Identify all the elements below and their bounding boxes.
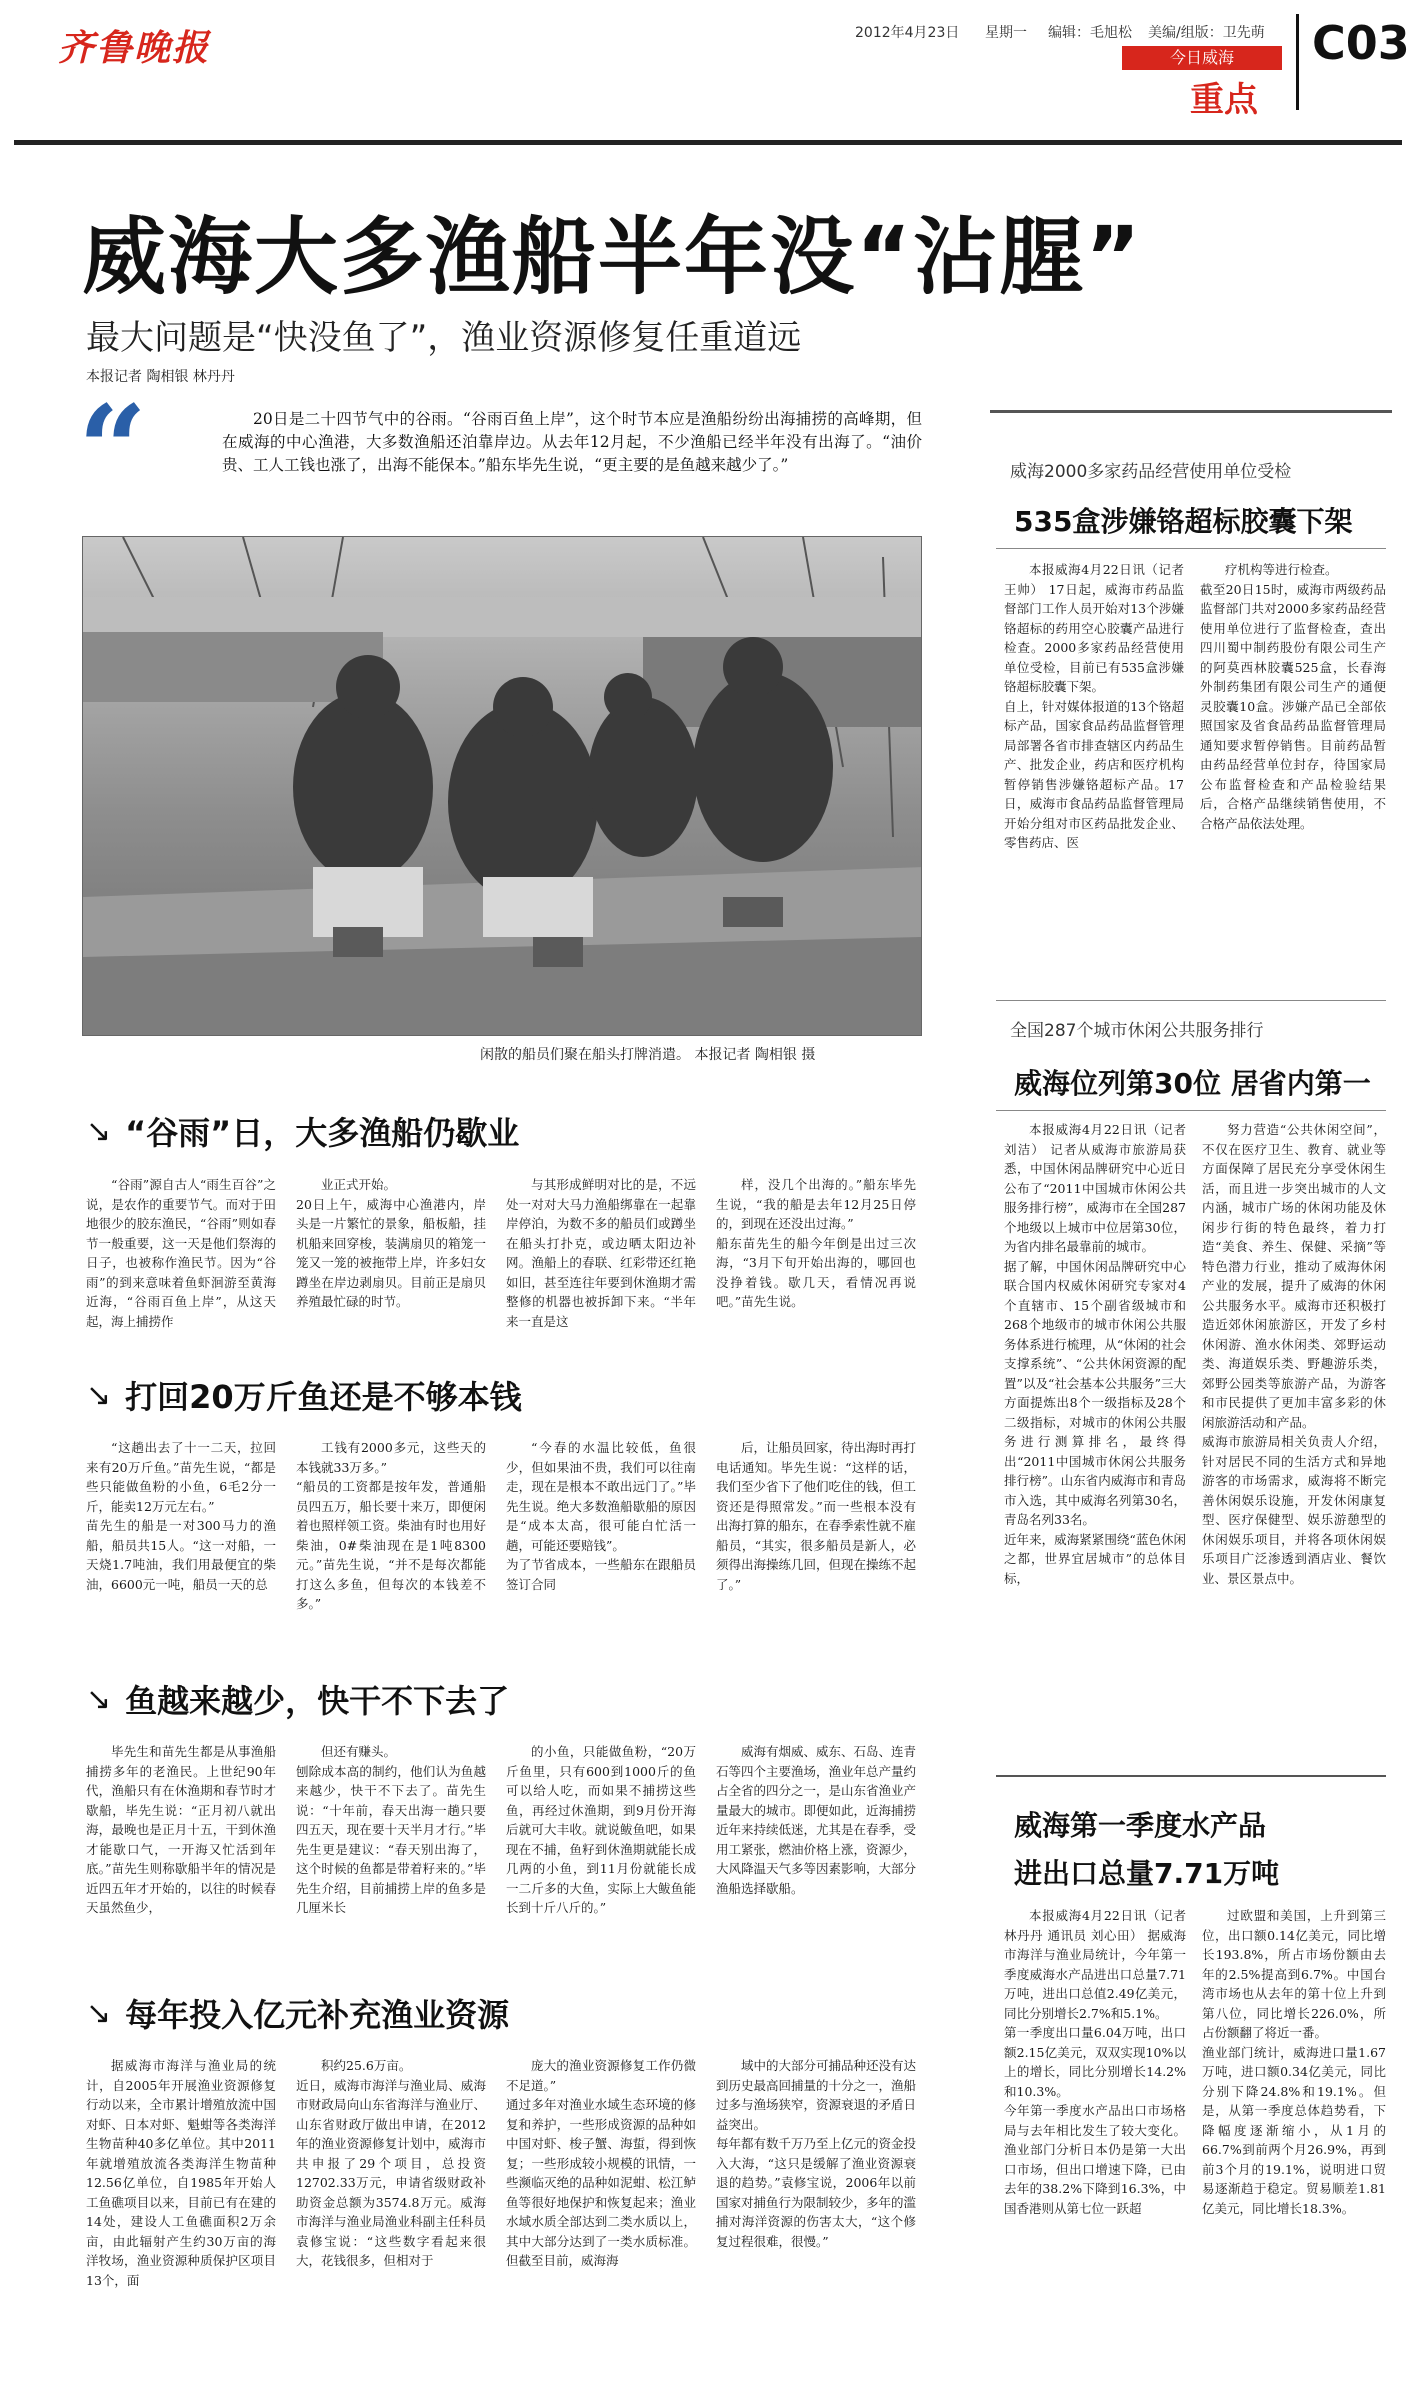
sidebar-3-title-line2: 进出口总量7.71万吨 <box>1014 1857 1280 1890</box>
main-subheadline: 最大问题是“快没鱼了”，渔业资源修复任重道远 <box>86 318 802 358</box>
section-4-col-4: 域中的大部分可捕品种还没有达到历史最高回捕量的十分之一，渔船过多与渔场狭窄，资源衰退的矛盾日益突出。 每年都有数千万乃至上亿元的资金投入大海，“这只是缓解了渔业资源衰退的趋势。”袁修宝说，2006年以前国家对捕鱼行为限制较少，多年的滥捕对海洋资源的伤害太大，“这个修复过程很难，很慢。” <box>716 2058 916 2249</box>
section-1-col-3: 与其形成鲜明对比的是，不远处一对对大马力渔船绑靠在一起靠岸停泊，为数不多的船员们或蹲坐在船头打扑克，或边晒太阳边补网。渔船上的春联、红彩带还红艳如旧，甚至连往年要到休渔期才需整修的机器也被拆卸下来。“半年来一直是这 <box>506 1177 696 1329</box>
quote-mark: “ <box>78 379 148 520</box>
section-arrow-icon: ↘ <box>86 1113 112 1149</box>
section-heading-3-text: 鱼越来越少，快干不下去了 <box>125 1682 510 1720</box>
sidebar-2-title: 威海位列第30位 居省内第一 <box>1014 1067 1371 1100</box>
sidebar-3-col-2: 过欧盟和美国，上升到第三位，出口额0.14亿美元，同比增长193.8%，所占市场份额由去年的2.5%提高到6.7%。中国台湾市场也从去年的第十位上升到第八位，同比增长226.0%，所占份额翻了将近一番。 渔业部门统计，威海进口量1.67万吨，进口额0.34亿美元，同比分别下降24.8%和19.1%。但是，从第一季度总体趋势看，下降幅度逐渐缩小，从1月的66.7%到前两个月26.9%，再到前3个月的19.1%，说明进口贸易逐渐趋于稳定。贸易顺差1.81亿美元，同比增长18.3%。 <box>1202 1908 1386 2216</box>
section-4-col-1: 据威海市海洋与渔业局的统计，自2005年开展渔业资源修复行动以来，全市累计增殖放流中国对虾、日本对虾、魁蚶等各类海洋生物苗种40多亿单位。其中2011年就增殖放流各类海洋生物苗种12.56亿单位，自1985年开始人工鱼礁项目以来，目前已有在建的14处，建设人工鱼礁面积2万余亩，由此辐射产生约30万亩的海洋牧场，渔业资源种质保护区项目13个，面 <box>86 2058 276 2288</box>
section-heading-4-text: 每年投入亿元补充渔业资源 <box>125 1996 510 2034</box>
page-number: C03 <box>1312 16 1410 70</box>
section-1-col-4: 样，没几个出海的。”船东毕先生说，“我的船是去年12月25日停的，到现在还没出过海。” 船东苗先生的船今年倒是出过三次海，“3月下旬开始出海的，哪回也没挣着钱。歇几天，看情况再说吧。”苗先生说。 <box>716 1177 916 1309</box>
byline: 本报记者 陶相银 林丹丹 <box>86 369 235 385</box>
section-arrow-icon: ↘ <box>86 1681 112 1717</box>
photo-caption: 闲散的船员们聚在船头打牌消遣。 本报记者 陶相银 摄 <box>480 1047 816 1063</box>
section-1-col-2: 业正式开始。 20日上午，威海中心渔港内，岸头是一片繁忙的景象，船板船，挂机船来回穿梭，装满扇贝的箱笼一笼又一笼的被拖带上岸，许多妇女蹲坐在岸边剥扇贝。目前正是扇贝养殖最忙碌的时节。 <box>296 1177 486 1309</box>
section-2-col-1: “这趟出去了十一二天，拉回来有20万斤鱼。”苗先生说，“都是些只能做鱼粉的小鱼，6毛2分一斤，能卖12万元左右。” 苗先生的船是一对300马力的渔船，船员共15人。“这一对船，一天烧1.7吨油，我们用最便宜的柴油，6600元一吨，船员一天的总 <box>86 1440 276 1592</box>
section-heading-1-text: “谷雨”日，大多渔船仍歇业 <box>125 1114 520 1152</box>
page-divider <box>1296 14 1299 110</box>
section-4-col-2: 积约25.6万亩。 近日，威海市海洋与渔业局、威海市财政局向山东省海洋与渔业厅、山东省财政厅做出申请，在2012年的渔业资源修复计划中，威海市共申报了29个项目，总投资12702.33万元，申请省级财政补助资金总额为3574.8万元。威海市海洋与渔业局渔业科副主任科员袁修宝说：“这些数字看起来很大，花钱很多，但相对于 <box>296 2058 486 2268</box>
sidebar-1-title: 535盒涉嫌铬超标胶囊下架 <box>1014 505 1353 538</box>
section-2-col-2: 工钱有2000多元，这些天的本钱就33万多。” “船员的工资都是按年发，普通船员四五万，船长要十来万，即便闲着也照样领工资。柴油有时也用好柴油，0#柴油现在是1吨8300元。”苗先生说，“并不是每次都能打这么多鱼，但每次的本钱差不多。” <box>296 1440 486 1611</box>
sidebar-2-label: 全国287个城市休闲公共服务排行 <box>1010 1021 1264 1041</box>
sidebar-divider-1 <box>996 1000 1386 1001</box>
sidebar-3-col-1: 本报威海4月22日讯（记者 林丹丹 通讯员 刘心田） 据威海市海洋与渔业局统计，今年第一季度威海水产品进出口总量7.71万吨，进出口总值2.49亿美元，同比分别增长2.7%和5.1%。 第一季度出口量6.04万吨，出口额2.15亿美元，双双实现10%以上的增长，同比分别增长14.2%和10.3%。 今年第一季度水产品出口市场格局与去年相比发生了较大变化。渔业部门分析日本仍是第一大出口市场，但出口增速下降，已由去年的38.2%下降到16.3%，中国香港则从第七位一跃超 <box>1004 1908 1186 2216</box>
section-2-col-4: 后，让船员回家，待出海时再打电话通知。毕先生说：“这样的话，我们至少省下了他们吃住的钱，但工资还是得照常发。”而一些根本没有出海打算的船东，在春季索性就不雇船员，“其实，很多船员是新人，必须得出海操练几回，但现在操练不起了。” <box>716 1440 916 1592</box>
section-arrow-icon: ↘ <box>86 1377 112 1413</box>
article-lead: 20日是二十四节气中的谷雨。“谷雨百鱼上岸”，这个时节本应是渔船纷纷出海捕捞的高峰期，但在威海的中心渔港，大多数渔船还泊靠岸边。从去年12月起，不少渔船已经半年没有出海了。“油价贵、工人工钱也涨了，出海不能保本。”船东毕先生说，“更主要的是鱼越来越少了。” <box>222 410 922 474</box>
sidebar-1-rule <box>996 548 1386 549</box>
top-rule <box>14 140 1402 145</box>
section-name: 重点 <box>1190 80 1258 120</box>
fishermen-photo-illustration <box>83 537 922 1036</box>
section-3-col-3: 的小鱼，只能做鱼粉，“20万斤鱼里，只有600到1000斤的鱼可以给人吃，而如果不捕捞这些鱼，再经过休渔期，到9月份开海后就可大丰收。就说鲅鱼吧，如果现在不捕，鱼籽到休渔期就能长成几两的小鱼，到11月份就能长成一二斤多的大鱼，实际上大鲅鱼能长到十斤八斤的。” <box>506 1744 696 1915</box>
main-headline: 威海大多渔船半年没“沾腥” <box>82 208 1143 306</box>
section-heading-3 <box>86 1676 509 1722</box>
section-heading-4 <box>86 1990 509 2036</box>
section-arrow-icon: ↘ <box>86 1995 112 2031</box>
section-3-col-4: 威海有烟威、威东、石岛、连青石等四个主要渔场，渔业年总产量约占全省的四分之一，是山东省渔业产量最大的城市。即便如此，近海捕捞近年来持续低迷，尤其是在春季，受用工紧张，燃油价格上涨，资源少，大风降温天气多等因素影响，大部分渔船选择歇船。 <box>716 1744 916 1896</box>
designer-credit: 美编/组版：卫先萌 <box>1148 25 1265 41</box>
issue-date: 2012年4月23日 <box>855 25 960 41</box>
section-4-col-3: 庞大的渔业资源修复工作仍微不足道。” 通过多年对渔业水域生态环境的修复和养护，一些形成资源的品种如中国对虾、梭子蟹、海蜇，得到恢复；一些形成较小规模的讯情，一些濒临灭绝的品种如泥蚶、松江鲈鱼等很好地保护和恢复起来；渔业水域水质全部达到二类水质以上，其中大部分达到了一类水质标准。但截至目前，威海海 <box>506 2058 696 2268</box>
section-heading-2-text: 打回20万斤鱼还是不够本钱 <box>125 1378 522 1416</box>
section-tag <box>1122 46 1282 70</box>
sidebar-1-label: 威海2000多家药品经营使用单位受检 <box>1010 462 1292 482</box>
section-heading-2 <box>86 1372 522 1418</box>
paper-logo: 齐鲁晚报 <box>58 27 211 69</box>
main-photo <box>82 536 922 1036</box>
section-1-col-1: “谷雨”源自古人“雨生百谷”之说，是农作的重要节气。而对于田地很少的胶东渔民，“谷雨”则如春节一般重要，这一天是他们祭海的日子，也被称作渔民节。因为“谷雨”的到来意味着鱼虾洄游至黄海近海，“谷雨百鱼上岸”，从这天起，海上捕捞作 <box>86 1177 276 1329</box>
section-tag-label: 今日威海 <box>1169 48 1234 67</box>
sidebar-divider-2 <box>996 1775 1386 1777</box>
section-3-col-2: 但还有赚头。 刨除成本高的制约，他们认为鱼越来越少，快干不下去了。苗先生说：“十年前，春天出海一趟只要四五天，现在要十天半月才行。”毕先生更是建议：“春天别出海了，这个时候的鱼都是带着籽来的。”毕先生介绍，目前捕捞上岸的鱼多是几厘米长 <box>296 1744 486 1915</box>
section-2-col-3: “今春的水温比较低，鱼很少，但如果油不贵，我们可以往南走，现在是根本不敢出远门了。”毕先生说。绝大多数渔船歇船的原因是“成本太高，很可能白忙活一趟，可能还要赔钱”。 为了节省成本，一些船东在跟船员签订合同 <box>506 1440 696 1592</box>
sidebar-2-col-2: 努力营造“公共休闲空间”，不仅在医疗卫生、教育、就业等方面保障了居民充分享受休闲生活，而且进一步突出城市的人文内涵，城市广场的休闲功能及休闲步行街的特色最终，着力打造“美食、养生、保健、采摘”等特色潜力行业，推动了威海休闲产业的发展，提升了威海的休闲公共服务水平。威海市还积极打造近郊休闲旅游区，开发了乡村休闲游、渔水休闲类、郊野运动类、海道娱乐类、野趣游乐类，郊野公园类等旅游产品，为游客和市民提供了更加丰富多彩的休闲旅游活动和产品。 威海市旅游局相关负责人介绍，针对居民不同的生活方式和异地游客的市场需求，威海将不断完善休闲娱乐设施，开发休闲康复型、医疗保健型、娱乐游憩型的休闲娱乐项目，并将各项休闲娱乐项目广泛渗透到酒店业、餐饮业、景区景点中。 <box>1202 1122 1386 1586</box>
sidebar-3-title-line1: 威海第一季度水产品 <box>1014 1809 1267 1842</box>
issue-weekday: 星期一 <box>985 25 1027 41</box>
section-heading-1 <box>86 1108 519 1154</box>
section-3-col-1: 毕先生和苗先生都是从事渔船捕捞多年的老渔民。上世纪90年代，渔船只有在休渔期和春节时才歇船，毕先生说：“正月初八就出海，最晚也是正月十五，干到休渔才能歇口气，一开海又忙活到年底。”苗先生则称歇船半年的情况是近四五年才开始的，以往的时候春天虽然鱼少， <box>86 1744 276 1915</box>
sidebar-2-rule <box>996 1110 1386 1111</box>
masthead <box>0 0 1417 120</box>
sidebar-2-col-1: 本报威海4月22日讯（记者 刘洁） 记者从威海市旅游局获悉，中国休闲品牌研究中心近日公布了“2011中国城市休闲公共服务排行榜”，威海市在全国287个地级以上城市中位居第30位，为省内排名最靠前的城市。 据了解，中国休闲品牌研究中心联合国内权威休闲研究专家对4个直辖市、15个副省级城市和268个地级市的城市休闲公共服务体系进行梳理，从“休闲的社会支撑系统”、“公共休闲资源的配置”以及“社会基本公共服务”三大方面提炼出8个一级指标及28个二级指标，对城市的休闲公共服务进行测算排名，最终得出“2011中国城市休闲公共服务排行榜”。山东省内威海市和青岛市入选，其中威海名列第30名，青岛名列33名。 近年来，威海紧紧围绕“蓝色休闲之都，世界宜居城市”的总体目标， <box>1004 1122 1186 1586</box>
editor-credit: 编辑：毛旭松 <box>1048 25 1132 41</box>
sidebar-1-col-2: 疗机构等进行检查。 截至20日15时，威海市两级药品监督部门共对2000多家药品经营使用单位进行了监督检查，查出四川蜀中制药股份有限公司生产的阿莫西林胶囊525盒，长春海外制药集团有限公司生产的通便灵胶囊10盒。涉嫌产品已全部依照国家及省食品药品监督管理局通知要求暂停销售。目前药品暂由药品经营单位封存，待国家局公布监督检查和产品检验结果后，合格产品继续销售使用，不合格产品依法处理。 <box>1200 562 1386 831</box>
sidebar-1-col-1: 本报威海4月22日讯（记者 王帅） 17日起，威海市药品监督部门工作人员开始对13个涉嫌铬超标的药用空心胶囊产品进行检查。2000多家药品经营使用单位受检，目前已有535盒涉嫌铬超标胶囊下架。 自上，针对媒体报道的13个铬超标产品，国家食品药品监督管理局部署各省市排查辖区内药品生产、批发企业，药店和医疗机构暂停销售涉嫌铬超标产品。17日，威海市食品药品监督管理局开始分组对市区药品批发企业、零售药店、医 <box>1004 562 1184 850</box>
